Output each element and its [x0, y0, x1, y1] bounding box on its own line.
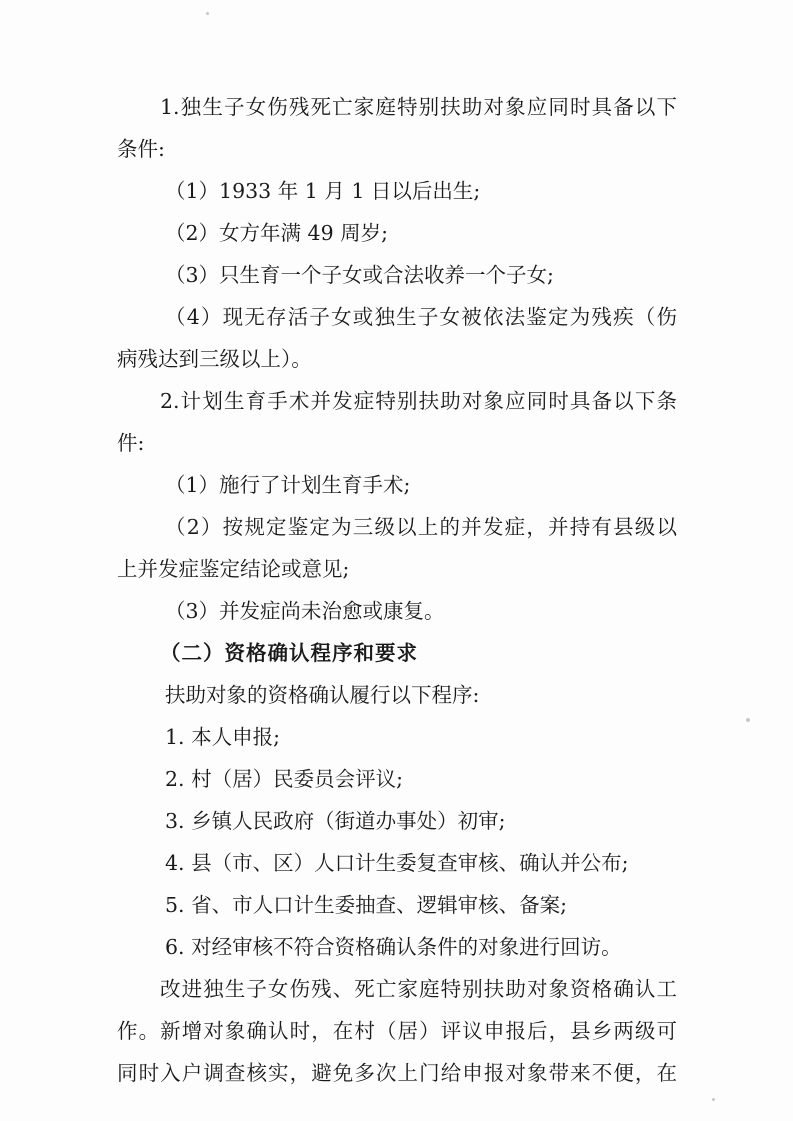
list-item: 5. 省、市人口计生委抽查、逻辑审核、备案;	[165, 893, 567, 917]
paragraph-line: 上并发症鉴定结论或意见;	[117, 557, 350, 581]
section-heading: （二）资格确认程序和要求	[160, 641, 418, 665]
list-item: （2）女方年满 49 周岁;	[165, 221, 389, 245]
list-item: 3. 乡镇人民政府（街道办事处）初审;	[165, 809, 506, 833]
list-item: 2. 村（居）民委员会评议;	[165, 767, 403, 791]
list-item: （1）1933 年 1 月 1 日以后出生;	[165, 179, 481, 203]
scan-speck	[746, 718, 750, 722]
list-item: （4）现无存活子女或独生子女被依法鉴定为残疾（伤	[165, 305, 677, 329]
scan-speck	[206, 12, 209, 15]
list-item: （3）只生育一个子女或合法收养一个子女;	[165, 263, 554, 287]
list-item: （2）按规定鉴定为三级以上的并发症，并持有县级以	[165, 515, 677, 539]
paragraph-line: 1.独生子女伤残死亡家庭特别扶助对象应同时具备以下	[160, 95, 677, 119]
paragraph-line: 同时入户调查核实，避免多次上门给申报对象带来不便，在	[117, 1061, 677, 1085]
paragraph-line: 作。新增对象确认时，在村（居）评议申报后，县乡两级可	[117, 1019, 677, 1043]
list-item: （1）施行了计划生育手术;	[165, 473, 411, 497]
list-item: （3）并发症尚未治愈或康复。	[165, 599, 445, 623]
paragraph-line: 2.计划生育手术并发症特别扶助对象应同时具备以下条	[160, 389, 677, 413]
paragraph-line: 条件:	[117, 137, 165, 161]
list-item: 6. 对经审核不符合资格确认条件的对象进行回访。	[165, 935, 622, 959]
list-item: 1. 本人申报;	[165, 725, 280, 749]
paragraph-line: 改进独生子女伤残、死亡家庭特别扶助对象资格确认工	[160, 977, 677, 1001]
paragraph-line: 件:	[117, 431, 145, 455]
document-body	[117, 86, 677, 1094]
scan-speck	[712, 1098, 715, 1101]
paragraph-line: 病残达到三级以上）。	[117, 347, 312, 371]
paragraph-line: 扶助对象的资格确认履行以下程序:	[165, 683, 480, 707]
list-item: 4. 县（市、区）人口计生委复查审核、确认并公布;	[165, 851, 629, 875]
